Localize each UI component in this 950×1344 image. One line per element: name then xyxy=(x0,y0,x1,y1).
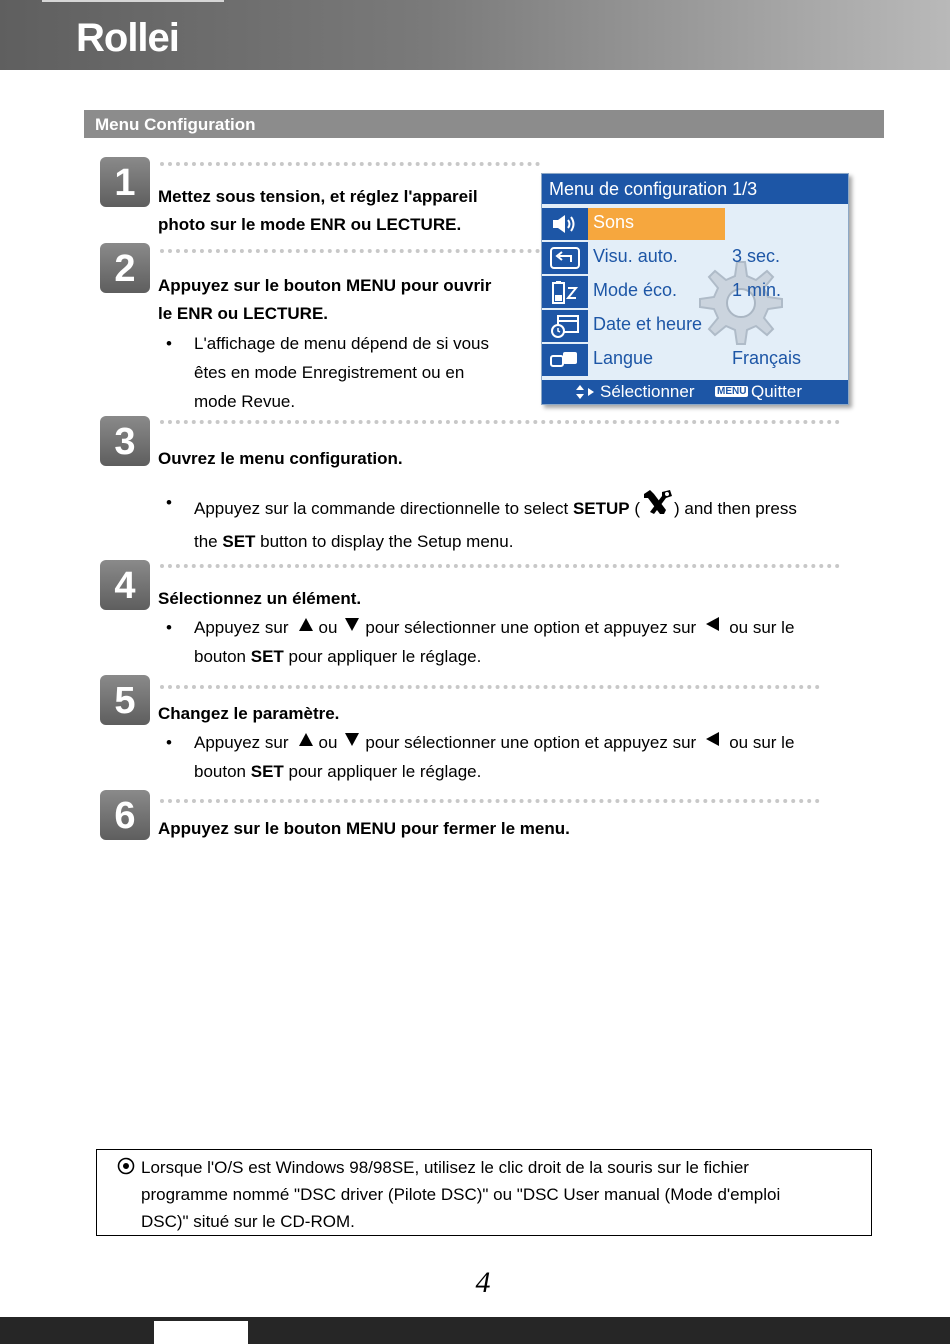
step-1-title-line-1: Mettez sous tension, et réglez l'appareil xyxy=(158,187,478,206)
cam-icon-box xyxy=(542,310,588,342)
step-2-title-line-2: le ENR ou LECTURE. xyxy=(158,304,329,323)
down-arrow-icon xyxy=(345,733,359,746)
step-divider xyxy=(160,799,820,803)
text-run: ( xyxy=(629,499,641,518)
rollei-logo: Rollei xyxy=(76,16,179,60)
section-header-bar xyxy=(84,110,884,138)
menu-key-icon: MENU xyxy=(717,386,747,397)
up-arrow-icon xyxy=(299,618,313,631)
up-arrow-icon xyxy=(299,733,313,746)
set-keyword: SET xyxy=(222,532,256,551)
camera-menu-label: Visu. auto. xyxy=(593,246,678,266)
step-1-title-line-2: photo sur le mode ENR ou LECTURE. xyxy=(158,215,462,234)
step-number-1: 1 xyxy=(100,157,150,207)
text-run: ou sur le xyxy=(729,618,795,637)
calendar-clock-icon xyxy=(549,314,581,340)
step-3-bullet-line-2 xyxy=(194,527,513,556)
step-6-title: Appuyez sur le bouton MENU pour fermer le menu. xyxy=(158,819,570,838)
camera-menu-item-sons[interactable] xyxy=(542,208,848,240)
camera-menu-item-date-heure[interactable] xyxy=(542,310,848,342)
step-3-bullet-line-1 xyxy=(194,488,797,523)
note-bullet-icon xyxy=(117,1157,135,1175)
step-divider xyxy=(160,564,840,568)
camera-menu-label: Sons xyxy=(593,212,635,232)
text-run: the xyxy=(194,532,223,551)
return-arrow-icon xyxy=(549,246,581,270)
footer-quit-label: Quitter xyxy=(751,382,803,401)
down-arrow-icon xyxy=(345,618,359,631)
text-run: bouton xyxy=(194,647,251,666)
step-4-bullet-line-1 xyxy=(194,613,794,642)
page-header xyxy=(0,0,950,70)
bullet-marker: • xyxy=(166,334,172,353)
header-accent-line xyxy=(42,0,224,2)
text-run: button to display the Setup menu. xyxy=(255,532,514,551)
wrench-screwdriver-icon xyxy=(640,488,674,518)
setup-keyword: SETUP xyxy=(572,499,630,518)
bullet-marker: • xyxy=(166,493,172,512)
note-line: programme nommé "DSC driver (Pilote DSC)" ou "DSC User manual (Mode d'emploi xyxy=(141,1185,781,1204)
page-number: 4 xyxy=(475,1266,491,1299)
step-divider xyxy=(160,420,840,424)
step-number-3: 3 xyxy=(100,416,150,466)
section-title: Menu Configuration xyxy=(95,115,256,134)
camera-menu-label: Mode éco. xyxy=(593,280,678,300)
text-run: pour sélectionner une option et appuyez sur xyxy=(365,618,697,637)
camera-menu-item-langue[interactable] xyxy=(542,344,848,376)
step-divider xyxy=(160,685,820,689)
camera-menu-value: 1 min. xyxy=(732,280,782,300)
speaker-icon xyxy=(549,212,581,236)
step-4-title: Sélectionnez un élément. xyxy=(158,589,362,608)
cam-icon-box xyxy=(542,344,588,376)
left-arrow-icon xyxy=(706,732,719,746)
step-3-title: Ouvrez le menu configuration. xyxy=(158,449,403,468)
text-run: Appuyez sur xyxy=(194,618,289,637)
text-run: pour appliquer le réglage. xyxy=(283,762,482,781)
camera-screen-title: Menu de configuration 1/3 xyxy=(542,174,848,204)
text-run: ou sur le xyxy=(729,733,795,752)
text-run: ) and then press xyxy=(674,499,797,518)
cam-icon-box xyxy=(542,208,588,240)
text-run: ou xyxy=(318,618,338,637)
step-number-6: 6 xyxy=(100,790,150,840)
camera-menu-item-mode-eco[interactable] xyxy=(542,276,848,308)
page-footer xyxy=(0,1317,950,1344)
camera-screen-footer xyxy=(542,380,848,404)
language-icon xyxy=(549,348,581,372)
step-number-2: 2 xyxy=(100,243,150,293)
footer-tab xyxy=(154,1321,248,1344)
cam-icon-box xyxy=(542,276,588,308)
note-box xyxy=(96,1149,872,1236)
navigate-arrows-icon xyxy=(574,383,596,401)
text-run: pour appliquer le réglage. xyxy=(283,647,482,666)
text-run: bouton xyxy=(194,762,251,781)
step-2-bullet-line-1: L'affichage de menu dépend de si vous xyxy=(194,334,489,353)
battery-sleep-icon xyxy=(549,280,581,306)
bullet-marker: • xyxy=(166,733,172,752)
step-4-bullet-line-2 xyxy=(194,642,481,671)
cam-icon-box xyxy=(542,242,588,274)
step-5-bullet-line-1 xyxy=(194,728,794,757)
camera-menu-value: Français xyxy=(732,348,802,368)
step-number-4: 4 xyxy=(100,560,150,610)
note-line: Lorsque l'O/S est Windows 98/98SE, utilisez le clic droit de la souris sur le fichier xyxy=(141,1158,749,1177)
camera-menu-value: 3 sec. xyxy=(732,246,781,266)
footer-select-label: Sélectionner xyxy=(600,382,695,401)
text-run: ou xyxy=(318,733,338,752)
text-run: Appuyez sur la commande directionnelle to select xyxy=(194,499,573,518)
step-5-bullet-line-2 xyxy=(194,757,481,786)
text-run: Appuyez sur xyxy=(194,733,289,752)
note-line: DSC)" situé sur le CD-ROM. xyxy=(141,1212,355,1231)
camera-menu-item-visu-auto[interactable] xyxy=(542,242,848,274)
step-divider xyxy=(160,249,540,253)
step-2-title-line-1: Appuyez sur le bouton MENU pour ouvrir xyxy=(158,276,492,295)
note-text xyxy=(141,1154,866,1235)
step-number-5: 5 xyxy=(100,675,150,725)
camera-setup-screen xyxy=(541,173,849,405)
step-2-bullet-line-3: mode Revue. xyxy=(194,392,296,411)
bullet-marker: • xyxy=(166,618,172,637)
camera-menu-label: Langue xyxy=(593,348,654,368)
left-arrow-icon xyxy=(706,617,719,631)
set-keyword: SET xyxy=(250,762,284,781)
camera-menu-label: Date et heure xyxy=(593,314,703,334)
step-5-title: Changez le paramètre. xyxy=(158,704,340,723)
text-run: pour sélectionner une option et appuyez sur xyxy=(365,733,697,752)
set-keyword: SET xyxy=(250,647,284,666)
step-2-bullet-line-2: êtes en mode Enregistrement ou en xyxy=(194,363,465,382)
step-divider xyxy=(160,162,540,166)
